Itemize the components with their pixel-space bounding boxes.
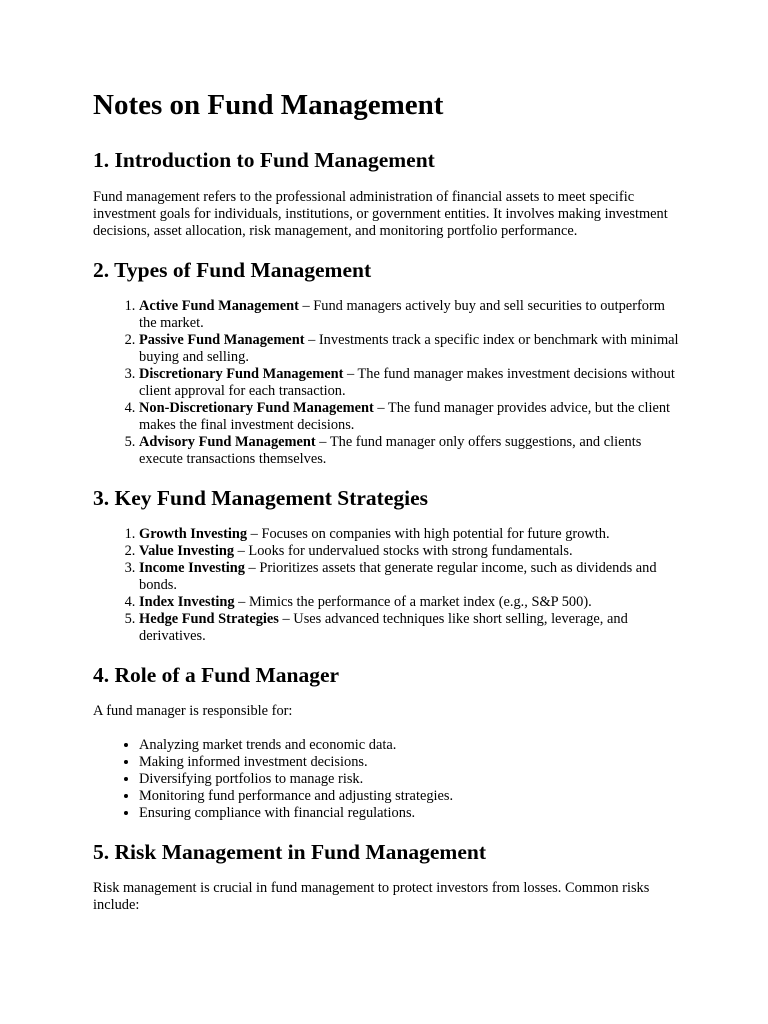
list-item-desc: – Prioritizes assets that generate regular income, such as dividends and bonds. <box>139 560 657 593</box>
list-item-term: Discretionary Fund Management <box>139 366 344 382</box>
list-item <box>139 332 683 366</box>
document-page <box>93 86 683 914</box>
list-item-desc: – Fund managers actively buy and sell securities to outperform the market. <box>139 298 665 331</box>
list-item: • Analyzing market trends and economic data. <box>139 737 683 754</box>
section-heading-risk: 5. Risk Management in Fund Management <box>93 840 486 864</box>
list-item <box>139 400 683 434</box>
section-heading-strategies: 3. Key Fund Management Strategies <box>93 486 429 510</box>
section-heading-introduction: 1. Introduction to Fund Management <box>93 148 435 172</box>
list-item-term: Non-Discretionary Fund Management <box>139 400 374 416</box>
list-item <box>139 366 683 400</box>
document-title: Notes on Fund Management <box>93 89 444 121</box>
list-item-desc: – Uses advanced techniques like short selling, leverage, and derivatives. <box>139 611 628 644</box>
list-item-term: Growth Investing <box>139 526 248 542</box>
list-item-term: Value Investing <box>139 543 235 559</box>
list-item-desc: – Looks for undervalued stocks with strong fundamentals. <box>234 543 573 559</box>
list-item <box>139 298 683 332</box>
list-item <box>139 560 683 594</box>
section-paragraph-introduction: Fund management refers to the professional administration of financial assets to meet specific investment goals for individuals, institutions, or government entities. It involves making investment decisions, asset allocation, risk management, and monitoring portfolio performance. <box>93 189 668 239</box>
list-item-term: Active Fund Management <box>139 298 299 314</box>
list-item <box>139 526 683 543</box>
section-paragraph-risk: Risk management is crucial in fund management to protect investors from losses. Common risks include: <box>93 880 650 913</box>
types-list <box>93 298 683 468</box>
list-item <box>139 543 683 560</box>
list-item: • Diversifying portfolios to manage risk. <box>139 771 683 788</box>
list-item-desc: – Focuses on companies with high potential for future growth. <box>247 526 610 542</box>
section-heading-types: 2. Types of Fund Management <box>93 258 372 282</box>
list-item <box>139 594 683 611</box>
list-item-term: Index Investing <box>139 594 235 610</box>
list-item <box>139 434 683 468</box>
list-item-desc: – Investments track a specific index or benchmark with minimal buying and selling. <box>139 332 679 365</box>
list-item-desc: – Mimics the performance of a market index (e.g., S&P 500). <box>234 594 592 610</box>
responsibilities-list <box>93 737 683 822</box>
list-item-term: Advisory Fund Management <box>139 434 316 450</box>
list-item: • Ensuring compliance with financial regulations. <box>139 805 683 822</box>
strategies-list <box>93 526 683 645</box>
list-item-desc: – The fund manager provides advice, but the client makes the final investment decisions. <box>139 400 671 433</box>
list-item-term: Hedge Fund Strategies <box>139 611 279 627</box>
list-item-term: Passive Fund Management <box>139 332 305 348</box>
list-item-desc: – The fund manager makes investment decisions without client approval for each transaction. <box>139 366 675 399</box>
section-paragraph-role: A fund manager is responsible for: <box>93 703 293 719</box>
section-heading-role: 4. Role of a Fund Manager <box>93 663 340 687</box>
list-item <box>139 611 683 645</box>
list-item-desc: – The fund manager only offers suggestions, and clients execute transactions themselves. <box>139 434 642 467</box>
list-item: • Monitoring fund performance and adjusting strategies. <box>139 788 683 805</box>
list-item: • Making informed investment decisions. <box>139 754 683 771</box>
list-item-term: Income Investing <box>139 560 245 576</box>
